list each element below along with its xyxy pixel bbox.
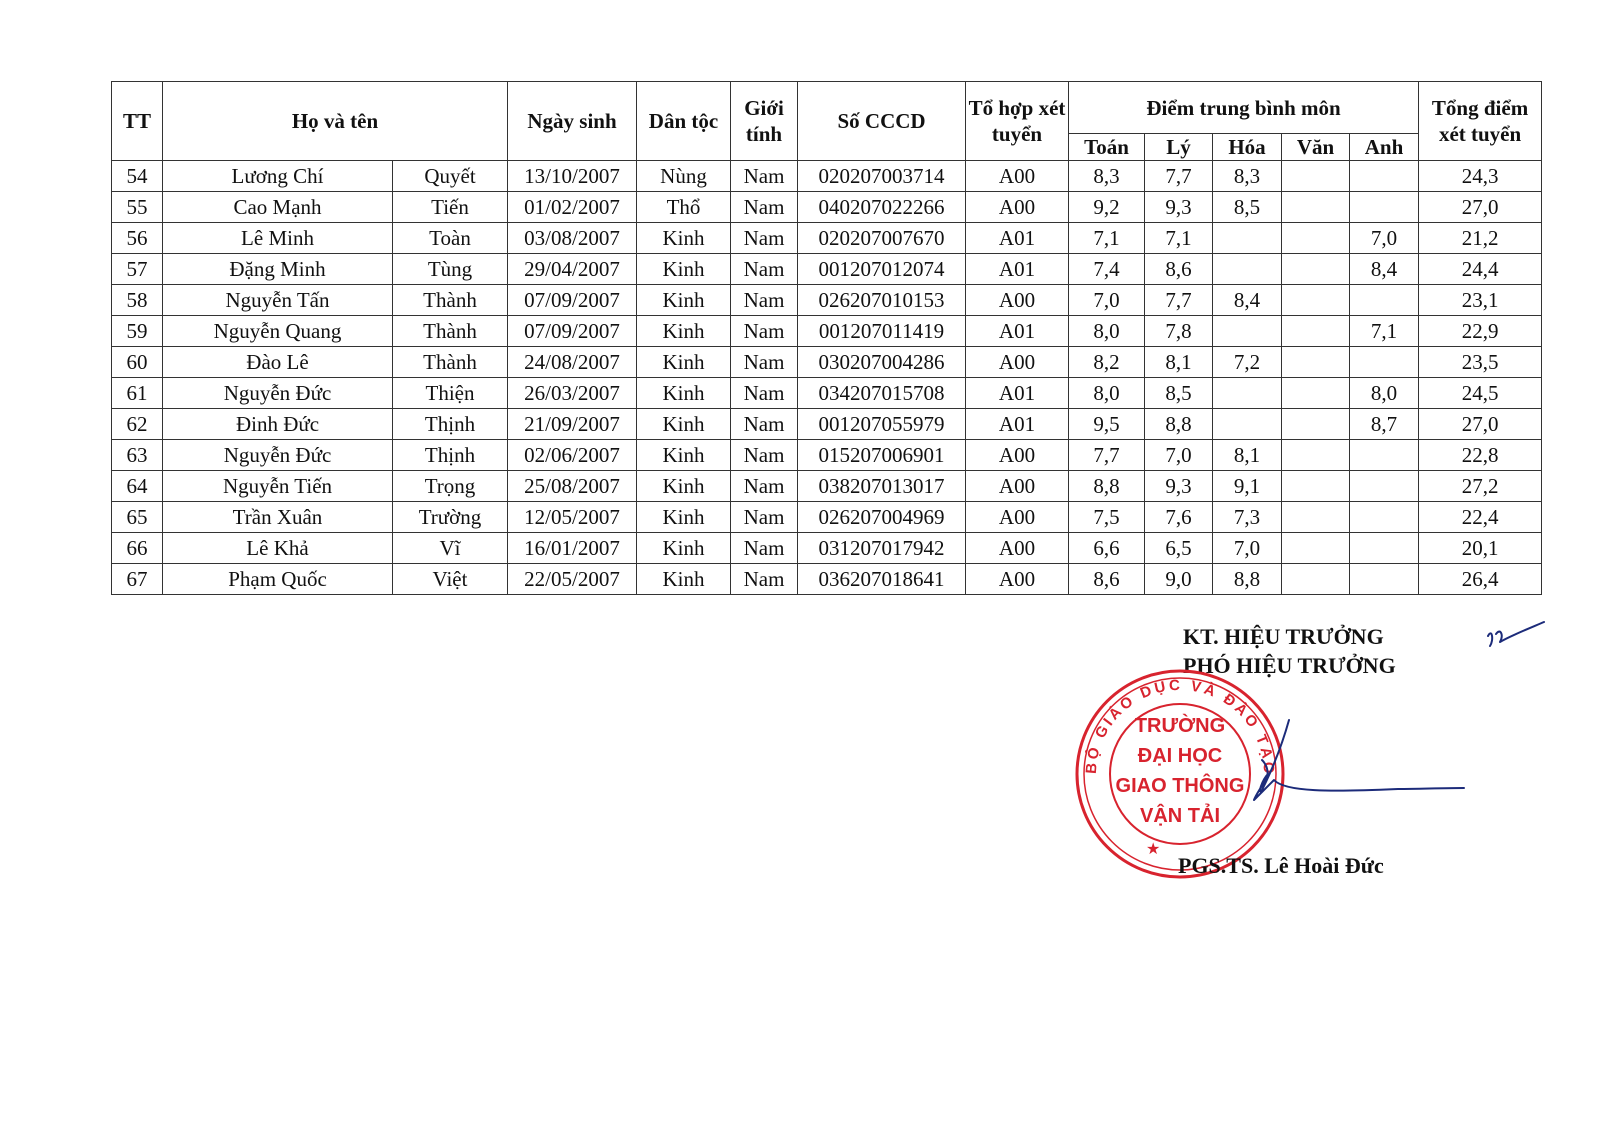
physics-score-cell: 7,0 [1145,440,1213,471]
chemistry-score-cell: 7,3 [1213,502,1282,533]
chemistry-score-cell: 8,1 [1213,440,1282,471]
ethnicity-cell: Kinh [637,533,731,564]
date-of-birth-cell: 07/09/2007 [508,316,637,347]
last-name-cell: Nguyễn Tiến [163,471,393,502]
chemistry-score-cell: 8,8 [1213,564,1282,595]
gender-cell: Nam [731,285,798,316]
table-body [112,161,1542,595]
total-score-cell: 24,3 [1419,161,1542,192]
gender-cell: Nam [731,161,798,192]
first-name-cell: Thành [393,285,508,316]
date-of-birth-cell: 26/03/2007 [508,378,637,409]
citizen-id-cell: 001207012074 [798,254,966,285]
literature-score-cell [1282,564,1350,595]
header-tt: TT [112,82,163,161]
subject-combination-cell: A00 [966,192,1069,223]
math-score-cell: 8,3 [1069,161,1145,192]
total-score-cell: 24,5 [1419,378,1542,409]
subject-combination-cell: A01 [966,409,1069,440]
english-score-cell [1350,502,1419,533]
literature-score-cell [1282,440,1350,471]
total-score-cell: 23,1 [1419,285,1542,316]
subject-combination-cell: A01 [966,378,1069,409]
table-row [112,502,1542,533]
row-number-cell: 56 [112,223,163,254]
header-subject-math: Toán [1069,134,1145,161]
chemistry-score-cell [1213,378,1282,409]
seal-text-line3: GIAO THÔNG [1115,775,1245,797]
literature-score-cell [1282,533,1350,564]
row-number-cell: 62 [112,409,163,440]
math-score-cell: 6,6 [1069,533,1145,564]
last-name-cell: Trần Xuân [163,502,393,533]
first-name-cell: Trường [393,502,508,533]
subject-combination-cell: A01 [966,316,1069,347]
header-subject-english: Anh [1350,134,1419,161]
ethnicity-cell: Kinh [637,409,731,440]
ethnicity-cell: Kinh [637,285,731,316]
chemistry-score-cell: 7,0 [1213,533,1282,564]
last-name-cell: Lê Khả [163,533,393,564]
math-score-cell: 8,0 [1069,316,1145,347]
table-row [112,533,1542,564]
math-score-cell: 8,6 [1069,564,1145,595]
gender-cell: Nam [731,502,798,533]
total-score-cell: 21,2 [1419,223,1542,254]
total-score-cell: 27,0 [1419,192,1542,223]
literature-score-cell [1282,161,1350,192]
last-name-cell: Cao Mạnh [163,192,393,223]
literature-score-cell [1282,285,1350,316]
first-name-cell: Toàn [393,223,508,254]
gender-cell: Nam [731,533,798,564]
first-name-cell: Thịnh [393,440,508,471]
math-score-cell: 8,2 [1069,347,1145,378]
row-number-cell: 66 [112,533,163,564]
chemistry-score-cell: 8,5 [1213,192,1282,223]
date-of-birth-cell: 29/04/2007 [508,254,637,285]
gender-cell: Nam [731,347,798,378]
literature-score-cell [1282,316,1350,347]
signature-title-line2: PHÓ HIỆU TRƯỞNG [1183,653,1396,678]
ethnicity-cell: Kinh [637,564,731,595]
ethnicity-cell: Thổ [637,192,731,223]
physics-score-cell: 7,8 [1145,316,1213,347]
header-subject-physics: Lý [1145,134,1213,161]
subject-combination-cell: A01 [966,223,1069,254]
first-name-cell: Tiến [393,192,508,223]
chemistry-score-cell [1213,254,1282,285]
english-score-cell: 8,0 [1350,378,1419,409]
row-number-cell: 67 [112,564,163,595]
ethnicity-cell: Kinh [637,471,731,502]
first-name-cell: Vĩ [393,533,508,564]
header-full-name: Họ và tên [163,82,508,161]
gender-cell: Nam [731,316,798,347]
math-score-cell: 8,8 [1069,471,1145,502]
math-score-cell: 8,0 [1069,378,1145,409]
physics-score-cell: 8,5 [1145,378,1213,409]
ethnicity-cell: Nùng [637,161,731,192]
seal-text-line4: VẬN TẢI [1140,805,1220,827]
table-row [112,192,1542,223]
table-row [112,347,1542,378]
literature-score-cell [1282,409,1350,440]
citizen-id-cell: 026207010153 [798,285,966,316]
gender-cell: Nam [731,564,798,595]
citizen-id-cell: 001207055979 [798,409,966,440]
gender-cell: Nam [731,409,798,440]
citizen-id-cell: 030207004286 [798,347,966,378]
date-of-birth-cell: 22/05/2007 [508,564,637,595]
gender-cell: Nam [731,471,798,502]
english-score-cell: 7,1 [1350,316,1419,347]
signatory-name: PGS.TS. Lê Hoài Đức [1178,853,1384,878]
row-number-cell: 54 [112,161,163,192]
citizen-id-cell: 015207006901 [798,440,966,471]
date-of-birth-cell: 07/09/2007 [508,285,637,316]
subject-combination-cell: A00 [966,471,1069,502]
last-name-cell: Nguyễn Quang [163,316,393,347]
physics-score-cell: 8,6 [1145,254,1213,285]
english-score-cell: 8,7 [1350,409,1419,440]
english-score-cell: 8,4 [1350,254,1419,285]
last-name-cell: Lê Minh [163,223,393,254]
total-score-cell: 22,8 [1419,440,1542,471]
subject-combination-cell: A00 [966,161,1069,192]
english-score-cell [1350,192,1419,223]
header-average-scores-group: Điểm trung bình môn [1069,82,1419,134]
chemistry-score-cell [1213,223,1282,254]
physics-score-cell: 7,7 [1145,161,1213,192]
seal-star-icon: ★ [1146,839,1161,858]
table-row [112,223,1542,254]
physics-score-cell: 7,7 [1145,285,1213,316]
physics-score-cell: 9,0 [1145,564,1213,595]
row-number-cell: 58 [112,285,163,316]
first-name-cell: Tùng [393,254,508,285]
row-number-cell: 55 [112,192,163,223]
date-of-birth-cell: 13/10/2007 [508,161,637,192]
literature-score-cell [1282,223,1350,254]
date-of-birth-cell: 24/08/2007 [508,347,637,378]
row-number-cell: 65 [112,502,163,533]
row-number-cell: 59 [112,316,163,347]
citizen-id-cell: 038207013017 [798,471,966,502]
chemistry-score-cell [1213,316,1282,347]
english-score-cell [1350,471,1419,502]
physics-score-cell: 9,3 [1145,192,1213,223]
physics-score-cell: 8,8 [1145,409,1213,440]
ethnicity-cell: Kinh [637,223,731,254]
citizen-id-cell: 031207017942 [798,533,966,564]
gender-cell: Nam [731,223,798,254]
first-name-cell: Quyết [393,161,508,192]
math-score-cell: 9,5 [1069,409,1145,440]
date-of-birth-cell: 01/02/2007 [508,192,637,223]
header-subject-chemistry: Hóa [1213,134,1282,161]
last-name-cell: Đào Lê [163,347,393,378]
header-subject-combination: Tổ hợp xét tuyển [966,82,1069,161]
literature-score-cell [1282,254,1350,285]
first-name-cell: Thiện [393,378,508,409]
chemistry-score-cell [1213,409,1282,440]
last-name-cell: Đinh Đức [163,409,393,440]
header-gender: Giới tính [731,82,798,161]
physics-score-cell: 8,1 [1145,347,1213,378]
citizen-id-cell: 040207022266 [798,192,966,223]
header-citizen-id: Số CCCD [798,82,966,161]
row-number-cell: 60 [112,347,163,378]
last-name-cell: Đặng Minh [163,254,393,285]
total-score-cell: 27,0 [1419,409,1542,440]
literature-score-cell [1282,378,1350,409]
physics-score-cell: 7,1 [1145,223,1213,254]
total-score-cell: 27,2 [1419,471,1542,502]
ethnicity-cell: Kinh [637,254,731,285]
citizen-id-cell: 026207004969 [798,502,966,533]
english-score-cell [1350,533,1419,564]
table-row [112,316,1542,347]
seal-ring-text: BỘ GIÁO DỤC VÀ ĐÀO TẠO [1082,676,1278,778]
chemistry-score-cell: 8,4 [1213,285,1282,316]
first-name-cell: Trọng [393,471,508,502]
last-name-cell: Nguyễn Đức [163,378,393,409]
literature-score-cell [1282,192,1350,223]
last-name-cell: Lương Chí [163,161,393,192]
gender-cell: Nam [731,440,798,471]
chemistry-score-cell: 7,2 [1213,347,1282,378]
math-score-cell: 7,0 [1069,285,1145,316]
subject-combination-cell: A00 [966,533,1069,564]
header-date-of-birth: Ngày sinh [508,82,637,161]
date-of-birth-cell: 02/06/2007 [508,440,637,471]
english-score-cell [1350,347,1419,378]
header-subject-literature: Văn [1282,134,1350,161]
total-score-cell: 22,4 [1419,502,1542,533]
row-number-cell: 64 [112,471,163,502]
results-table [111,81,1542,595]
english-score-cell [1350,440,1419,471]
first-name-cell: Thịnh [393,409,508,440]
table-row [112,378,1542,409]
date-of-birth-cell: 25/08/2007 [508,471,637,502]
subject-combination-cell: A00 [966,440,1069,471]
math-score-cell: 9,2 [1069,192,1145,223]
chemistry-score-cell: 8,3 [1213,161,1282,192]
table-row [112,564,1542,595]
physics-score-cell: 9,3 [1145,471,1213,502]
ethnicity-cell: Kinh [637,316,731,347]
literature-score-cell [1282,347,1350,378]
header-ethnicity: Dân tộc [637,82,731,161]
subject-combination-cell: A01 [966,254,1069,285]
subject-combination-cell: A00 [966,564,1069,595]
math-score-cell: 7,7 [1069,440,1145,471]
school-seal-stamp [1070,664,1290,884]
gender-cell: Nam [731,378,798,409]
total-score-cell: 24,4 [1419,254,1542,285]
total-score-cell: 23,5 [1419,347,1542,378]
first-name-cell: Thành [393,347,508,378]
english-score-cell: 7,0 [1350,223,1419,254]
ethnicity-cell: Kinh [637,347,731,378]
date-of-birth-cell: 16/01/2007 [508,533,637,564]
last-name-cell: Phạm Quốc [163,564,393,595]
total-score-cell: 26,4 [1419,564,1542,595]
date-of-birth-cell: 21/09/2007 [508,409,637,440]
gender-cell: Nam [731,254,798,285]
english-score-cell [1350,564,1419,595]
total-score-cell: 22,9 [1419,316,1542,347]
header-row-main [112,82,1542,134]
subject-combination-cell: A00 [966,502,1069,533]
subject-combination-cell: A00 [966,285,1069,316]
last-name-cell: Nguyễn Đức [163,440,393,471]
chemistry-score-cell: 9,1 [1213,471,1282,502]
seal-text-line1: TRƯỜNG [1134,715,1226,737]
row-number-cell: 57 [112,254,163,285]
first-name-cell: Thành [393,316,508,347]
physics-score-cell: 7,6 [1145,502,1213,533]
citizen-id-cell: 020207007670 [798,223,966,254]
table-row [112,254,1542,285]
row-number-cell: 63 [112,440,163,471]
subject-combination-cell: A00 [966,347,1069,378]
table-row [112,161,1542,192]
date-of-birth-cell: 03/08/2007 [508,223,637,254]
citizen-id-cell: 034207015708 [798,378,966,409]
literature-score-cell [1282,471,1350,502]
last-name-cell: Nguyễn Tấn [163,285,393,316]
citizen-id-cell: 020207003714 [798,161,966,192]
header-total-score: Tổng điểm xét tuyển [1419,82,1542,161]
first-name-cell: Việt [393,564,508,595]
math-score-cell: 7,5 [1069,502,1145,533]
table-row [112,440,1542,471]
physics-score-cell: 6,5 [1145,533,1213,564]
citizen-id-cell: 001207011419 [798,316,966,347]
date-of-birth-cell: 12/05/2007 [508,502,637,533]
ethnicity-cell: Kinh [637,440,731,471]
table-row [112,285,1542,316]
total-score-cell: 20,1 [1419,533,1542,564]
table-row [112,471,1542,502]
citizen-id-cell: 036207018641 [798,564,966,595]
seal-text-line2: ĐẠI HỌC [1137,745,1223,767]
ethnicity-cell: Kinh [637,378,731,409]
english-score-cell [1350,161,1419,192]
ethnicity-cell: Kinh [637,502,731,533]
math-score-cell: 7,4 [1069,254,1145,285]
math-score-cell: 7,1 [1069,223,1145,254]
literature-score-cell [1282,502,1350,533]
table-row [112,409,1542,440]
english-score-cell [1350,285,1419,316]
gender-cell: Nam [731,192,798,223]
signature-title-line1: KT. HIỆU TRƯỞNG [1183,624,1384,649]
row-number-cell: 61 [112,378,163,409]
